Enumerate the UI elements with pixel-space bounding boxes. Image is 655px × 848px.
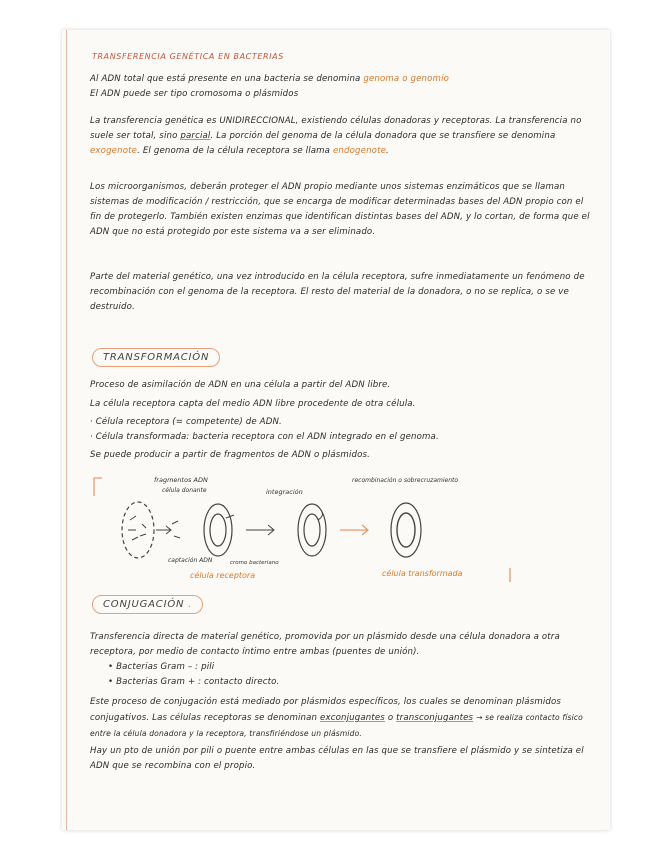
- intro-line-1: Al ADN total que está presente en una bacteria se denomina genoma o genomio: [90, 74, 450, 84]
- page-title: TRANSFERENCIA GENÉTICA EN BACTERIAS: [92, 52, 284, 61]
- exconjugantes-term: exconjugantes: [320, 713, 385, 723]
- transformation-diagram: [90, 472, 580, 582]
- transformacion-line-1: Proceso de asimilación de ADN en una célula a partir del ADN libre.: [90, 380, 391, 390]
- exogenote-term: exogenote: [90, 146, 138, 156]
- endogenote-term: endogenote: [332, 146, 387, 156]
- transformacion-bullet-1: · Célula receptora (= competente) de ADN.: [90, 417, 282, 427]
- integrating-cell: [298, 504, 326, 556]
- transformed-cell: [391, 503, 421, 557]
- label-celula-receptora: célula receptora: [190, 571, 256, 580]
- label-integracion: integración: [266, 488, 303, 496]
- label-recombinacion: recombinación o sobrecruzamiento: [352, 477, 459, 484]
- paragraph-recombinacion: Parte del material genético, una vez introducido en la célula receptora, sufre inmediatamente un fenómeno de recombinación con el genoma de la receptora. El resto del material de la donadora, o no se replica, o se ve destruido.: [90, 272, 585, 312]
- label-cromo: cromo bacteriano: [230, 560, 279, 566]
- label-celula-donante: célula donante: [162, 487, 207, 494]
- margin-line: [66, 30, 67, 830]
- paragraph-transferencia: La transferencia genética es UNIDIRECCIONAL, existiendo células donadoras y receptoras. La transferencia no suele ser total, sino parcial. La porción del genoma de la célula donadora que se transfiere se denomina exogenote. El genoma de la célula receptora se llama endogenote.: [90, 116, 582, 156]
- genoma-highlight: genoma o genomio: [363, 74, 450, 84]
- conjugacion-block: [90, 630, 594, 774]
- conjugacion-line-1: Transferencia directa de material genético, promovida por un plásmido desde una célula donadora a otra receptora, por medio de contacto íntimo entre ambas (puentes de unión).: [90, 632, 560, 657]
- arrow-note: → se realiza contacto físico entre la célula donadora y la receptora, transfiriéndose un plásmido.: [90, 713, 583, 738]
- notebook-page: [62, 30, 610, 830]
- label-fragmentos: fragmentos ADN: [154, 476, 208, 484]
- label-celula-transformada: célula transformada: [382, 569, 463, 578]
- conjugacion-bullet-2: • Bacterias Gram + : contacto directo.: [108, 677, 280, 687]
- donor-cell: [122, 502, 154, 558]
- transformacion-block: [90, 378, 594, 463]
- conjugacion-line-3: Hay un pto de unión por pili o puente entre ambas células en las que se transfiere el plásmido y se sintetiza el ADN que se recombina con el propio.: [90, 746, 584, 771]
- receptor-cell: [204, 504, 232, 556]
- conjugacion-bullet-1: • Bacterias Gram – : pili: [108, 662, 215, 672]
- conjugacion-line-2: Este proceso de conjugación está mediado por plásmidos específicos, los cuales se denominan plásmidos conjugativos. Las células receptoras se denominan exconjugantes o transconjugantes → se realiza contacto físico entre la célula donadora y la receptora, transfiriéndose un plásmido.: [90, 697, 583, 738]
- transformacion-line-2: La célula receptora capta del medio ADN libre procedente de otra célula.: [90, 399, 416, 409]
- paragraph-microorganismos: Los microorganismos, deberán proteger el ADN propio mediante unos sistemas enzimáticos que se llaman sistemas de modificación / restricción, que se encarga de modificar determinadas bases del ADN propio con el fin de protegerlo. También existen enzimas que identifican distintas bases del ADN, y lo cortan, de forma que el ADN que no está protegido por este sistema va a ser eliminado.: [90, 182, 590, 237]
- section-heading-transformacion: TRANSFORMACIÓN: [92, 348, 220, 367]
- parcial-underlined: parcial: [180, 131, 211, 141]
- section-heading-conjugacion: CONJUGACIÓN .: [92, 595, 203, 614]
- transconjugantes-term: transconjugantes: [396, 713, 474, 723]
- transformacion-bullet-2: · Célula transformada: bacteria receptora con el ADN integrado en el genoma.: [90, 432, 439, 442]
- intro-block: [90, 72, 594, 102]
- intro-line-2: El ADN puede ser tipo cromosoma o plásmidos: [90, 89, 299, 99]
- label-captacion: captación ADN: [168, 557, 213, 564]
- transformacion-line-3: Se puede producir a partir de fragmentos de ADN o plásmidos.: [90, 450, 371, 460]
